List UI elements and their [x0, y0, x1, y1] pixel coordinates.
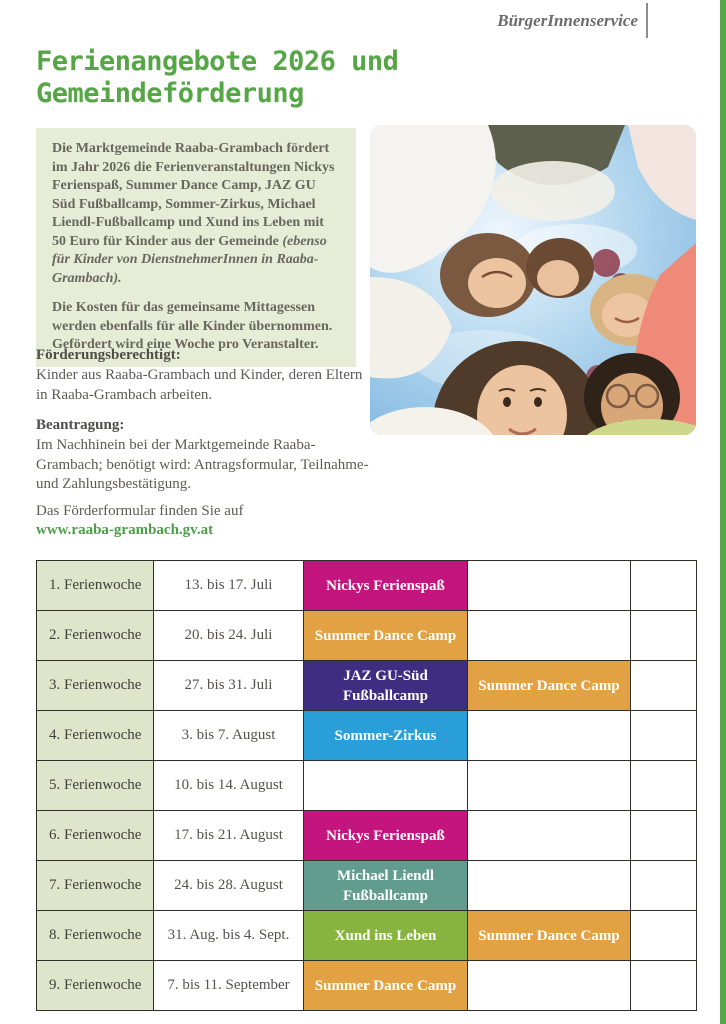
event-cell — [304, 811, 468, 861]
empty-cell — [631, 561, 697, 611]
event-label: Summer Dance Camp — [478, 927, 620, 944]
ferienwochen-table-body — [37, 561, 697, 1011]
empty-cell — [468, 761, 631, 811]
event-label: Xund ins Leben — [334, 927, 437, 944]
empty-cell — [304, 761, 468, 811]
empty-cell — [631, 811, 697, 861]
info-box — [36, 128, 356, 367]
empty-cell — [468, 561, 631, 611]
table-row — [37, 861, 697, 911]
week-cell: 8. Ferienwoche — [37, 911, 154, 961]
table-row — [37, 761, 697, 811]
event-cell — [304, 911, 468, 961]
table-row — [37, 961, 697, 1011]
empty-cell — [631, 761, 697, 811]
children-photo — [370, 125, 696, 435]
dates-cell: 31. Aug. bis 4. Sept. — [154, 911, 304, 961]
event-label: Sommer-Zirkus — [334, 727, 437, 744]
week-cell: 2. Ferienwoche — [37, 611, 154, 661]
event-cell — [304, 561, 468, 611]
dates-cell: 3. bis 7. August — [154, 711, 304, 761]
empty-cell — [631, 611, 697, 661]
event-cell — [304, 861, 468, 911]
empty-cell — [631, 661, 697, 711]
event-cell — [468, 911, 631, 961]
dates-cell: 7. bis 11. September — [154, 961, 304, 1011]
week-cell: 5. Ferienwoche — [37, 761, 154, 811]
week-cell: 4. Ferienwoche — [37, 711, 154, 761]
title-line1: Ferienangebote 2026 und — [36, 46, 399, 77]
empty-cell — [631, 911, 697, 961]
event-label: Summer Dance Camp — [314, 977, 457, 994]
event-label: Fußballcamp — [342, 687, 429, 704]
event-label: Nickys Ferienspaß — [326, 577, 445, 594]
empty-cell — [468, 861, 631, 911]
table-row — [37, 811, 697, 861]
event-label: Fußballcamp — [342, 887, 429, 904]
ferienwochen-table — [36, 560, 697, 1011]
eligibility-heading: Förderungsberechtigt: — [36, 347, 181, 363]
event-cell — [304, 711, 468, 761]
page-edge-strip — [720, 0, 726, 1024]
event-label: Michael Liendl — [336, 867, 435, 884]
info-paragraph-1 — [52, 140, 340, 288]
empty-cell — [631, 861, 697, 911]
event-label: Nickys Ferienspaß — [326, 827, 445, 844]
table-row — [37, 661, 697, 711]
header-divider-line — [646, 3, 648, 38]
event-label: Summer Dance Camp — [478, 677, 620, 694]
section-application — [36, 417, 370, 495]
form-text: Das Förderformular finden Sie auf — [36, 503, 244, 519]
dates-cell: 24. bis 28. August — [154, 861, 304, 911]
dates-cell: 17. bis 21. August — [154, 811, 304, 861]
table-row — [37, 711, 697, 761]
table-row — [37, 611, 697, 661]
empty-cell — [631, 711, 697, 761]
event-cell — [304, 961, 468, 1011]
application-body: Im Nachhinein bei der Marktgemeinde Raaba-Grambach; benötigt wird: Antragsformular, Teilnahme- und Zahlungsbestätigung. — [36, 437, 369, 492]
empty-cell — [468, 711, 631, 761]
week-cell: 6. Ferienwoche — [37, 811, 154, 861]
eligibility-body: Kinder aus Raaba-Grambach und Kinder, deren Eltern in Raaba-Grambach arbeiten. — [36, 367, 363, 403]
application-heading: Beantragung: — [36, 417, 125, 433]
dates-cell: 10. bis 14. August — [154, 761, 304, 811]
event-cell — [304, 611, 468, 661]
title-line2: Gemeindeförderung — [36, 78, 304, 109]
dates-cell: 27. bis 31. Juli — [154, 661, 304, 711]
table-row — [37, 911, 697, 961]
dates-cell: 13. bis 17. Juli — [154, 561, 304, 611]
week-cell: 9. Ferienwoche — [37, 961, 154, 1011]
week-cell: 3. Ferienwoche — [37, 661, 154, 711]
table-row — [37, 561, 697, 611]
week-cell: 1. Ferienwoche — [37, 561, 154, 611]
empty-cell — [631, 961, 697, 1011]
empty-cell — [468, 811, 631, 861]
section-eligibility — [36, 347, 370, 405]
header-service-label: BürgerInnenservice — [497, 11, 638, 30]
event-cell — [468, 661, 631, 711]
info-paragraph-1-italic: (ebenso für Kinder von DienstnehmerInnen in Raaba-Grambach). — [52, 233, 327, 286]
info-paragraph-2: Die Kosten für das gemeinsame Mittagessen werden ebenfalls für alle Kinder übernommen. Gefördert wird eine Woche pro Veranstalter. — [52, 300, 333, 352]
form-link[interactable]: www.raaba-grambach.gv.at — [36, 521, 214, 538]
section-form — [36, 502, 370, 539]
week-cell: 7. Ferienwoche — [37, 861, 154, 911]
event-label: Summer Dance Camp — [314, 627, 457, 644]
info-paragraph-1-text: Die Marktgemeinde Raaba-Grambach fördert im Jahr 2026 die Ferienveranstaltungen Nickys Ferienspaß, Summer Dance Camp, JAZ GU Süd Fußballcamp, Sommer-Zirkus, Michael Liendl-Fußballcamp und Xund ins Leben mit 50 Euro für Kinder aus der Gemeinde — [52, 141, 335, 249]
event-label: JAZ GU-Süd — [343, 667, 428, 684]
empty-cell — [468, 961, 631, 1011]
event-cell — [304, 661, 468, 711]
page-title — [36, 46, 398, 110]
empty-cell — [468, 611, 631, 661]
children-photo-illustration — [370, 125, 696, 435]
dates-cell: 20. bis 24. Juli — [154, 611, 304, 661]
